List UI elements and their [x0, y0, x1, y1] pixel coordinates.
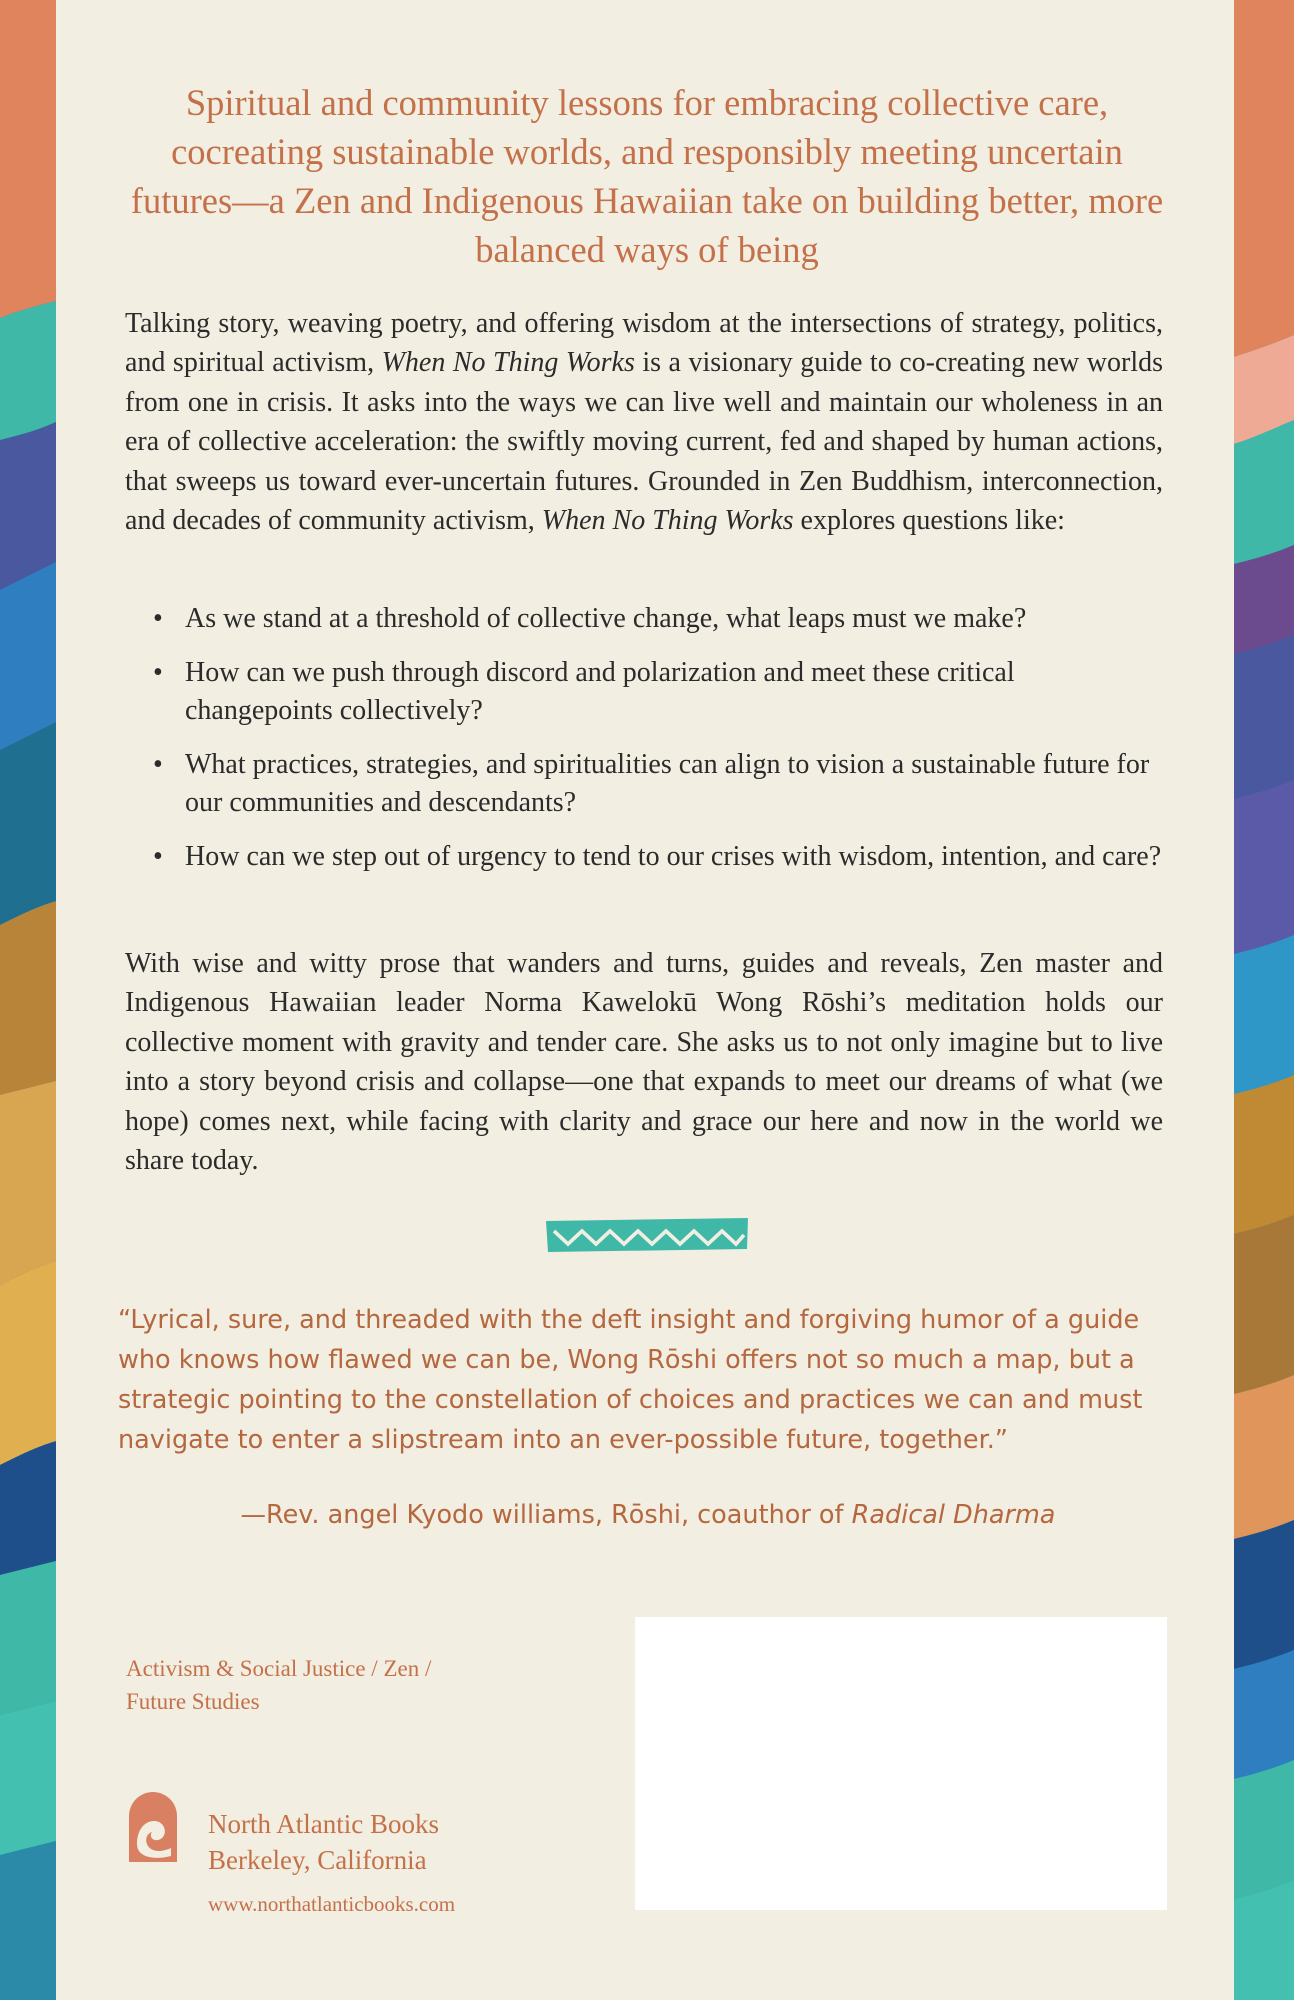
publisher-city: Berkeley, California [208, 1845, 427, 1875]
endorsement-quote: “Lyrical, sure, and threaded with the deft insight and forgiving humor of a guide who knows how flawed we can be, Wong Rōshi offers not so much a map, but a strategic pointing to the constellation of choices and practices we can and must navigate to enter a slipstream into an ever-possible future, together.” [118, 1305, 1143, 1455]
question-text: How can we push through discord and polarization and meet these critical changepoints collectively? [185, 657, 1015, 726]
quote-attribution [118, 1497, 1178, 1533]
attribution-book-title: Radical Dharma [851, 1500, 1056, 1530]
bullet-icon: • [153, 841, 163, 872]
book-title: When No Thing Works [381, 347, 635, 379]
question-text: How can we step out of urgency to tend to our crises with wisdom, intention, and care? [185, 841, 1162, 872]
question-list [125, 600, 1165, 892]
tagline: Spiritual and community lessons for embracing collective care, cocreating sustainable worlds, and responsibly meeting uncertain futures—a Zen and Indigenous Hawaiian take on building better, more balanced ways of being [130, 82, 1164, 270]
question-text: As we stand at a threshold of collective change, what leaps must we make? [185, 603, 1027, 634]
intro-text: is a visionary guide to co-creating new worlds from one in crisis. It asks into the ways we can live well and maintain our wholeness in an era of collective acceleration: the swiftly moving current, fed and shaped by human actions, that sweeps us toward ever-uncertain futures. Grounded in Zen Buddhism, interconnection, and decades of community activism, [125, 347, 1164, 537]
category-line: Future Studies [126, 1689, 260, 1714]
north-atlantic-books-logo-icon [125, 1786, 181, 1866]
description-intro [125, 304, 1163, 540]
publisher-website: www.northatlanticbooks.com [208, 1892, 456, 1916]
intro-text: Talking story, weaving poetry, and offering wisdom at the intersections of strategy, politics, and spiritual activism, [125, 308, 1163, 379]
list-item [125, 746, 1165, 822]
subject-categories [126, 1652, 546, 1718]
intro-text: explores questions like: [793, 505, 1065, 537]
category-line: Activism & Social Justice / Zen / [126, 1656, 432, 1681]
publisher-name: North Atlantic Books [208, 1809, 439, 1839]
description-closing: With wise and witty prose that wanders and turns, guides and reveals, Zen master and Indigenous Hawaiian leader Norma Kawelokū Wong Rōshi’s meditation holds our collective moment with gravity and tender care. She asks us to not only imagine but to live into a story beyond crisis and collapse—one that expands to meet our dreams of what (we hope) comes next, while facing with clarity and grace our here and now in the world we share today. [125, 948, 1163, 1177]
bullet-icon: • [153, 749, 163, 780]
publisher-info [208, 1806, 439, 1878]
list-item [125, 838, 1165, 876]
list-item [125, 600, 1165, 638]
book-title: When No Thing Works [541, 505, 794, 537]
question-text: What practices, strategies, and spiritualities can align to vision a sustainable future for our communities and descendants? [185, 749, 1150, 818]
attribution-text: —Rev. angel Kyodo williams, Rōshi, coauthor of [240, 1500, 852, 1530]
bullet-icon: • [153, 657, 163, 688]
barcode-placeholder [635, 1617, 1167, 1910]
bullet-icon: • [153, 603, 163, 634]
zigzag-divider-icon [544, 1218, 750, 1252]
list-item [125, 654, 1165, 730]
